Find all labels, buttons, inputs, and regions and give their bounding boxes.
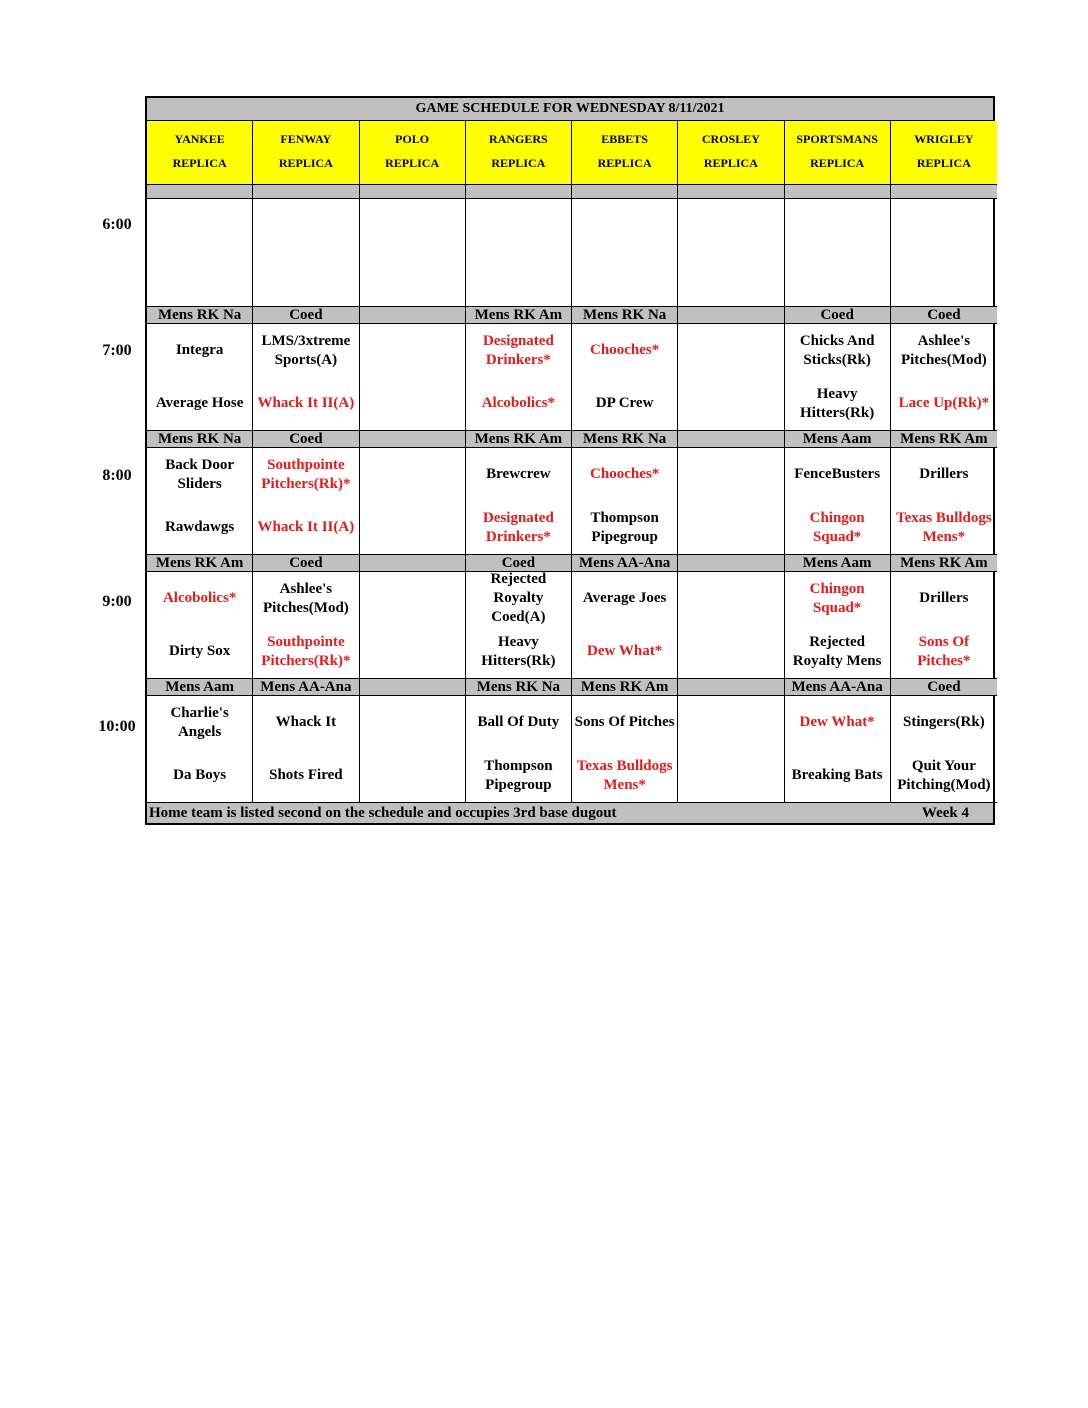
game-cell (360, 324, 466, 431)
visiting-team (360, 572, 465, 625)
game-cell (572, 696, 678, 803)
game-cell (466, 572, 572, 679)
home-team (678, 501, 783, 554)
division-label: Mens RK Na (572, 307, 678, 324)
game-cell (891, 324, 997, 431)
division-label: Mens RK Am (147, 555, 253, 572)
visiting-team (360, 448, 465, 501)
visiting-team: Chooches* (590, 342, 660, 358)
visiting-team: Rejected Royalty Coed(A) (490, 572, 547, 625)
division-label: Coed (785, 307, 891, 324)
division-label: Mens Aam (785, 431, 891, 448)
home-team: Breaking Bats (791, 767, 883, 783)
game-row (147, 572, 993, 679)
game-cell (466, 448, 572, 555)
visiting-team: FenceBusters (794, 466, 881, 482)
time-slots (147, 307, 993, 803)
home-team (678, 749, 783, 802)
game-row (147, 448, 993, 555)
home-team: Thompson Pipegroup (590, 509, 659, 545)
game-cell (466, 324, 572, 431)
field-header-fenway (253, 121, 359, 185)
division-label (678, 307, 784, 324)
home-team (360, 625, 465, 678)
division-label (360, 555, 466, 572)
game-cell (891, 696, 997, 803)
home-team: Rawdawgs (165, 519, 235, 535)
game-cell (253, 324, 359, 431)
field-sub: REPLICA (278, 156, 333, 170)
game-cell (147, 572, 253, 679)
division-label: Mens RK Na (147, 431, 253, 448)
game-row (147, 696, 993, 803)
home-team: Lace Up(Rk)* (898, 395, 990, 411)
week-label: Week 4 (921, 805, 969, 821)
home-team: Shots Fired (269, 767, 343, 783)
home-team: DP Crew (595, 395, 654, 411)
home-team: Designated Drinkers* (482, 509, 554, 545)
visiting-team: Chooches* (590, 466, 660, 482)
division-label: Coed (891, 679, 997, 696)
game-cell (678, 448, 784, 555)
visiting-team (678, 448, 783, 501)
home-team: Texas Bulldogs Mens* (896, 509, 992, 545)
visiting-team: Alcobolics* (162, 590, 237, 606)
field-header-row (147, 121, 993, 185)
home-team (678, 625, 783, 678)
game-cell (466, 696, 572, 803)
division-label (678, 431, 784, 448)
game-cell (785, 324, 891, 431)
field-sub: REPLICA (491, 156, 546, 170)
division-label: Mens RK Am (891, 555, 997, 572)
division-label: Mens RK Am (466, 431, 572, 448)
home-team: Southpointe Pitchers(Rk)* (261, 633, 351, 669)
game-cell (147, 324, 253, 431)
division-band (147, 431, 993, 448)
division-label: Mens RK Na (466, 679, 572, 696)
home-team: Dew What* (587, 643, 663, 659)
field-header-rangers (466, 121, 572, 185)
home-team: Thompson Pipegroup (484, 757, 553, 793)
game-cell (785, 448, 891, 555)
visiting-team: Charlie's Angels (170, 704, 229, 740)
game-cell (360, 572, 466, 679)
division-label: Mens Aam (785, 555, 891, 572)
division-label: Mens RK Na (572, 431, 678, 448)
home-team (678, 377, 783, 430)
visiting-team: Whack It (275, 714, 337, 730)
division-label (678, 679, 784, 696)
visiting-team (678, 696, 783, 749)
field-name: POLO (395, 132, 430, 146)
game-row (147, 324, 993, 431)
division-label: Mens AA-Ana (785, 679, 891, 696)
field-name: WRIGLEY (914, 132, 974, 146)
visiting-team: Brewcrew (486, 466, 551, 482)
visiting-team: Average Joes (582, 590, 667, 606)
game-cell (147, 696, 253, 803)
field-header-ebbets (572, 121, 678, 185)
field-sub: REPLICA (385, 156, 440, 170)
division-label: Coed (253, 307, 359, 324)
field-sub: REPLICA (597, 156, 652, 170)
visiting-team (360, 324, 465, 377)
time-label: 9:00 (102, 593, 132, 610)
game-cell (785, 572, 891, 679)
game-cell (572, 324, 678, 431)
slot-6pm-empty-row (147, 199, 993, 307)
division-label: Mens RK Na (147, 307, 253, 324)
division-label: Mens AA-Ana (253, 679, 359, 696)
time-label: 7:00 (102, 342, 132, 359)
home-team-note: Home team is listed second on the schedule and occupies 3rd base dugout (149, 805, 617, 821)
game-cell (253, 696, 359, 803)
home-team: Rejected Royalty Mens (792, 633, 882, 669)
home-team: Texas Bulldogs Mens* (576, 757, 673, 793)
game-cell (147, 448, 253, 555)
game-cell (678, 572, 784, 679)
field-name: RANGERS (489, 132, 548, 146)
division-label: Coed (253, 431, 359, 448)
field-name: EBBETS (601, 132, 648, 146)
division-label: Coed (253, 555, 359, 572)
visiting-team: Drillers (919, 466, 969, 482)
game-cell (678, 324, 784, 431)
schedule-title: GAME SCHEDULE FOR WEDNESDAY 8/11/2021 (147, 98, 993, 121)
field-header-yankee (147, 121, 253, 185)
home-team: Chingon Squad* (809, 509, 865, 545)
home-team (360, 501, 465, 554)
home-team (360, 749, 465, 802)
home-team: Alcobolics* (481, 395, 556, 411)
field-sub: REPLICA (703, 156, 758, 170)
visiting-team: Sons Of Pitches (574, 714, 675, 730)
visiting-team: Ashlee's Pitches(Mod) (900, 332, 987, 368)
time-label: 6:00 (102, 216, 132, 233)
division-label: Mens RK Am (891, 431, 997, 448)
visiting-team: Ashlee's Pitches(Mod) (262, 580, 349, 616)
visiting-team (678, 324, 783, 377)
visiting-team: Back Door Sliders (165, 456, 234, 492)
home-team: Dirty Sox (169, 643, 231, 659)
visiting-team: Chicks And Sticks(Rk) (799, 332, 875, 368)
division-label: Coed (891, 307, 997, 324)
division-label (360, 307, 466, 324)
visiting-team: Ball Of Duty (477, 714, 560, 730)
field-sub: REPLICA (172, 156, 227, 170)
time-label: 8:00 (102, 467, 132, 484)
game-cell (785, 696, 891, 803)
game-cell (572, 448, 678, 555)
home-team: Da Boys (173, 767, 227, 783)
visiting-team: Dew What* (799, 714, 875, 730)
division-band (147, 679, 993, 696)
field-header-crosley (678, 121, 784, 185)
field-name: YANKEE (174, 132, 225, 146)
visiting-team: Chingon Squad* (809, 580, 865, 616)
schedule-table (145, 96, 995, 825)
field-name: CROSLEY (701, 132, 760, 146)
division-label (360, 431, 466, 448)
division-label: Mens AA-Ana (572, 555, 678, 572)
home-team: Sons Of Pitches* (917, 633, 971, 669)
division-label (678, 555, 784, 572)
division-label: Mens RK Am (466, 307, 572, 324)
division-band (147, 555, 993, 572)
division-band (147, 307, 993, 324)
visiting-team: Drillers (919, 590, 969, 606)
visiting-team: Southpointe Pitchers(Rk)* (261, 456, 351, 492)
game-cell (572, 572, 678, 679)
field-sub: REPLICA (810, 156, 865, 170)
field-sub: REPLICA (916, 156, 971, 170)
visiting-team: Stingers(Rk) (903, 714, 985, 730)
field-name: SPORTSMANS (796, 132, 878, 146)
header-spacer-band (147, 185, 993, 199)
home-team: Average Hose (155, 395, 244, 411)
division-label: Mens Aam (147, 679, 253, 696)
visiting-team (360, 696, 465, 749)
visiting-team (678, 572, 783, 625)
game-cell (253, 572, 359, 679)
field-name: FENWAY (280, 132, 332, 146)
home-team: Whack It II(A) (257, 395, 355, 411)
game-cell (891, 448, 997, 555)
home-team (360, 377, 465, 430)
division-label (360, 679, 466, 696)
visiting-team: Designated Drinkers* (482, 332, 554, 368)
game-cell (360, 448, 466, 555)
field-header-sportsmans (785, 121, 891, 185)
field-header-polo (360, 121, 466, 185)
home-team: Heavy Hitters(Rk) (800, 385, 875, 421)
visiting-team: LMS/3xtreme Sports(A) (261, 332, 351, 368)
home-team: Whack It II(A) (257, 519, 355, 535)
home-team: Heavy Hitters(Rk) (481, 633, 556, 669)
time-label: 10:00 (98, 718, 136, 735)
game-cell (360, 696, 466, 803)
game-cell (678, 696, 784, 803)
visiting-team: Integra (175, 342, 224, 358)
division-label: Coed (466, 555, 572, 572)
division-label: Mens RK Am (572, 679, 678, 696)
schedule-footer (147, 803, 993, 823)
game-cell (891, 572, 997, 679)
game-cell (253, 448, 359, 555)
field-header-wrigley (891, 121, 997, 185)
home-team: Quit Your Pitching(Mod) (897, 757, 991, 793)
